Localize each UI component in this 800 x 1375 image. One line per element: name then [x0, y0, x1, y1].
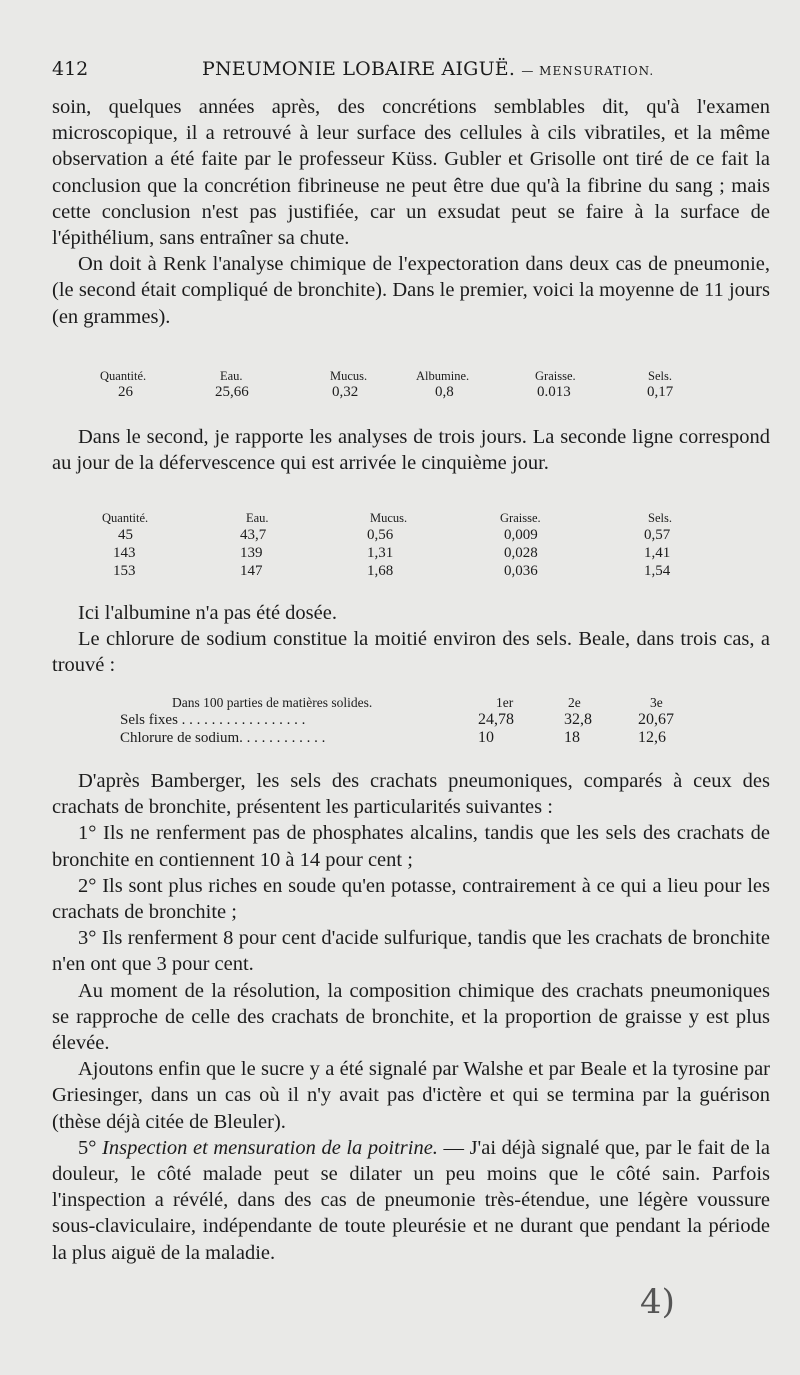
table-cell: 1,41	[644, 545, 671, 561]
table-header: Graisse.	[500, 511, 541, 525]
text-block-3	[52, 600, 770, 679]
table-header: 2e	[568, 695, 581, 710]
table-cell: 1,68	[367, 563, 394, 579]
paragraph: Dans le second, je rapporte les analyses de trois jours. La seconde ligne correspond au jour de la défervescence qui est arrivée le cinquième jour.	[52, 426, 770, 475]
section-5-paragraph	[52, 1135, 770, 1266]
table-caption: Dans 100 parties de matières solides.	[172, 695, 373, 710]
paragraph: Ajoutons enfin que le sucre y a été signalé par Walshe et par Beale et la tyrosine par Griesinger, dans un cas où il n'y avait pas d'ictère et qui se termina par la guérison (thèse déjà citée de Bleuler).	[52, 1058, 770, 1133]
table-cell: 24,78	[478, 711, 514, 728]
running-title	[202, 58, 654, 80]
table-header: 1er	[496, 695, 514, 710]
paragraph: 1° Ils ne renferment pas de phosphates alcalins, tandis que les sels des crachats de bronchite en contiennent 10 à 14 pour cent ;	[52, 822, 770, 871]
table-beale	[60, 694, 760, 754]
table-header: Eau.	[246, 511, 269, 525]
row-label: Chlorure de sodium. . . . . . . . . . . .	[120, 730, 326, 746]
paragraph: soin, quelques années après, des concrétions semblables dit, qu'à l'examen microscopique, il a retrouvé à leur surface des cellules à cils vibratiles, et la même observation a été faite par le professeur Küss. Gubler et Grisolle ont tiré de ce fait la conclusion que la concrétion fibrineuse ne peut être due qu'à la fibrine du sang ; mais cette conclusion n'est pas justifiée, car un exsudat peut se faire à la surface de l'épithélium, sans entraîner sa chute.	[52, 96, 770, 250]
table-cell: 0,32	[332, 384, 359, 400]
table-cell: 0,036	[504, 563, 538, 579]
text-block-1	[52, 94, 770, 330]
section-number: 5°	[78, 1136, 97, 1159]
table-cell: 25,66	[215, 384, 249, 400]
table-cell: 26	[118, 384, 133, 400]
running-title-section: — MENSURATION.	[521, 64, 655, 78]
table-cell: 0.013	[537, 384, 571, 400]
table-cell: 0,8	[435, 384, 454, 400]
table-cell: 45	[118, 527, 133, 543]
table-cell: 0,57	[644, 527, 671, 543]
running-header	[52, 58, 752, 88]
table-cell: 143	[113, 545, 136, 561]
paragraph: Le chlorure de sodium constitue la moitié environ des sels. Beale, dans trois cas, a trouvé :	[52, 628, 770, 677]
paragraph: 2° Ils sont plus riches en soude qu'en potasse, contrairement à ce qui a lieu pour les crachats de bronchite ;	[52, 874, 770, 924]
row-label: Sels fixes . . . . . . . . . . . . . . . . .	[120, 712, 306, 728]
table-header: Mucus.	[330, 369, 368, 383]
table-cell: 20,67	[638, 711, 674, 728]
table-header: Albumine.	[416, 369, 470, 383]
paragraph: Au moment de la résolution, la composition chimique des crachats pneumoniques se rapproche de celle des crachats de bronchite, et la proportion de graisse y est plus élevée.	[52, 979, 770, 1055]
table-cell: 139	[240, 545, 263, 561]
table-cell: 12,6	[638, 729, 666, 746]
table-cell: 10	[478, 729, 494, 746]
table-cell: 32,8	[564, 711, 592, 728]
table-cell: 1,54	[644, 563, 671, 579]
table-renk-case-1	[60, 368, 760, 408]
table-header: Eau.	[220, 369, 243, 383]
table-renk-case-2	[60, 510, 760, 585]
text-block-2	[52, 424, 770, 476]
table-cell: 1,31	[367, 545, 394, 561]
table-cell: 153	[113, 563, 136, 579]
section-text: — J'ai déjà signalé que, par le fait de la douleur, le côté malade peut se dilater un peu moins que le côté sain. Parfois l'inspection a révélé, dans des cas de pneumonie très-étendue, une légère voussure sous-claviculaire, indépendante de toute pleurésie et ne durant que pendant la période la plus aiguë de la maladie.	[52, 1136, 770, 1264]
table-cell: 18	[564, 729, 580, 746]
table-header: Mucus.	[370, 511, 408, 525]
table-header: Quantité.	[102, 511, 149, 525]
section-heading: Inspection et mensuration de la poitrine.	[102, 1136, 438, 1159]
paragraph: D'après Bamberger, les sels des crachats pneumoniques, comparés à ceux des crachats de bronchite, présentent les particularités suivantes :	[52, 770, 770, 819]
handwritten-mark: 4)	[640, 1282, 675, 1322]
paragraph: On doit à Renk l'analyse chimique de l'expectoration dans deux cas de pneumonie, (le second était compliqué de bronchite). Dans le premier, voici la moyenne de 11 jours (en grammes).	[52, 253, 770, 328]
running-title-main: PNEUMONIE LOBAIRE AIGUË.	[202, 58, 516, 80]
page-number: 412	[52, 58, 89, 80]
text-block-4	[52, 768, 770, 1266]
paragraph: 3° Ils renferment 8 pour cent d'acide sulfurique, tandis que les crachats de bronchite n'en ont que 3 pour cent.	[52, 927, 770, 976]
table-header: 3e	[650, 695, 663, 710]
table-header: Sels.	[648, 511, 672, 525]
paragraph: Ici l'albumine n'a pas été dosée.	[78, 602, 337, 624]
table-cell: 0,17	[647, 384, 674, 400]
table-cell: 0,56	[367, 527, 394, 543]
table-header: Sels.	[648, 369, 672, 383]
table-cell: 147	[240, 563, 263, 579]
table-cell: 0,009	[504, 527, 538, 543]
table-cell: 43,7	[240, 527, 267, 543]
table-header: Graisse.	[535, 369, 576, 383]
table-header: Quantité.	[100, 369, 147, 383]
table-cell: 0,028	[504, 545, 538, 561]
